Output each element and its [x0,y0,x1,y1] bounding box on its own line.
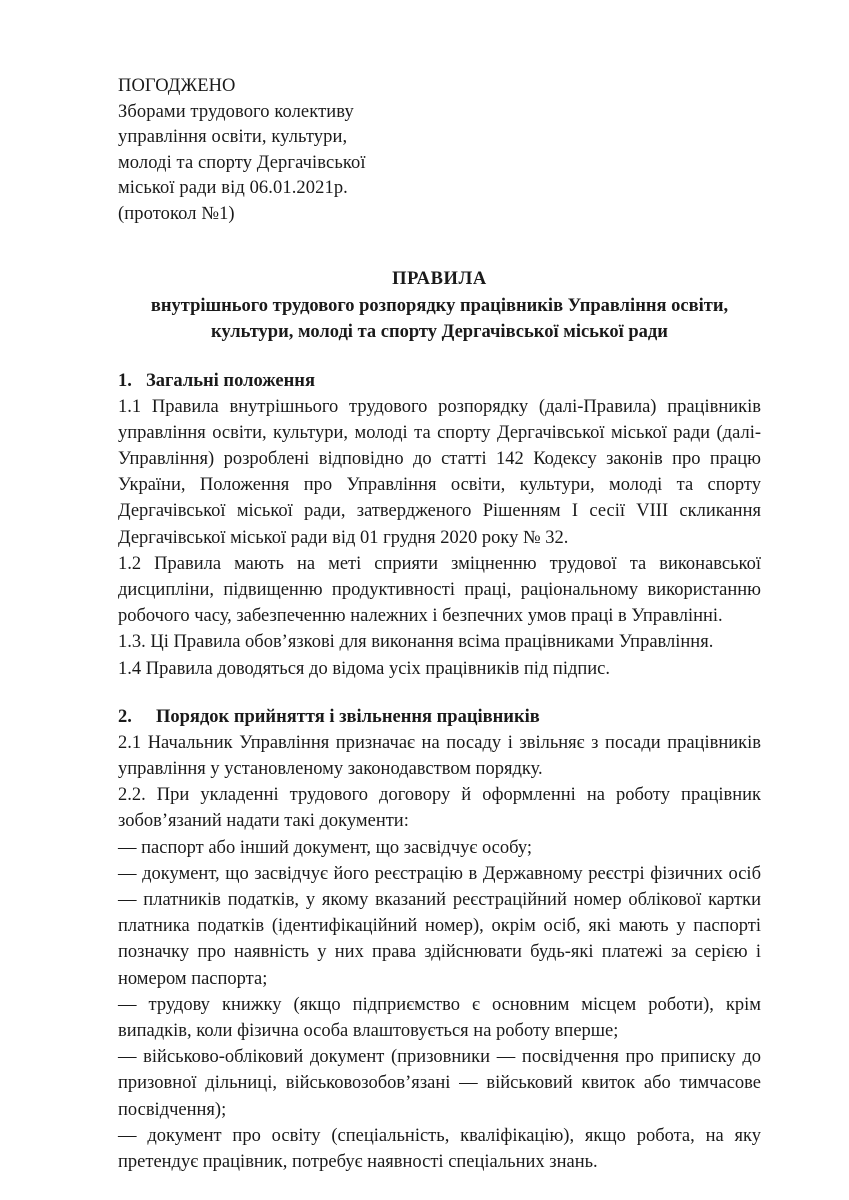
document-list-item-5: — документ про освіту (спеціальність, кваліфікацію), якщо робота, на яку претендує працівник, потребує наявності спеціальних знань. [118,1125,761,1172]
section-heading-1 [118,368,761,394]
paragraph-1-4: 1.4 Правила доводяться до відома усіх працівників під підпис. [118,658,611,679]
section-number-1: 1. [118,370,132,391]
section-title-2: Порядок прийняття і звільнення працівників [156,706,540,727]
section-number-2: 2. [118,706,132,727]
paragraph-2-1: 2.1 Начальник Управління призначає на посаду і звільняє з посади працівників управління у установленому законодавством порядку. [118,732,761,779]
section-heading-2 [118,704,761,730]
document-list-item-1: — паспорт або інший документ, що засвідчує особу; [118,837,532,858]
page-subtitle-line-2: культури, молоді та спорту Дергачівської міської ради [211,322,668,342]
document-list-item-3: — трудову книжку (якщо підприємство є основним місцем роботи), крім випадків, коли фізична особа влаштовується на роботу вперше; [118,994,761,1041]
paragraph-1-2: 1.2 Правила мають на меті сприяти зміцненню трудової та виконавської дисципліни, підвищенню продуктивності праці, раціональному використанню робочого часу, забезпеченню належних і безпечних умов праці в Управлінні. [118,553,761,627]
approval-line-5: міської ради від 06.01.2021р. [118,178,348,198]
section-title-1: Загальні положення [146,370,315,391]
approval-line-2: Зборами трудового колективу [118,101,354,122]
document-content [118,74,761,1175]
document-list-item-4: — військово-обліковий документ (призовники — посвідчення про приписку до призовної дільниці, військовозобов’язані — військовий квиток або тимчасове посвідчення); [118,1047,761,1120]
document-list-item-2: — документ, що засвідчує його реєстрацію в Державному реєстрі фізичних осіб — платників податків, у якому вказаний реєстраційний номер облікової картки платника податків (ідентифікаційний номер), окрім осіб, які мають у паспорті позначку про наявність у них права здійснювати будь-які платежі за серією і номером паспорта; [118,863,761,989]
paragraph-1-3: 1.3. Ці Правила обов’язкові для виконання всіма працівниками Управління. [118,632,714,653]
approval-line-4: молоді та спорту Дергачівської [118,152,366,173]
approval-line-3: управління освіти, культури, [118,127,348,147]
document-title-block [118,266,761,346]
page-subtitle-line-1: внутрішнього трудового розпорядку працівників Управління освіти, [150,295,729,316]
paragraph-2-2: 2.2. При укладенні трудового договору й оформленні на роботу працівник зобов’язаний надати такі документи: [118,785,761,832]
approval-line-6: (протокол №1) [118,203,235,224]
page-title: ПРАВИЛА [392,269,487,289]
approval-block [118,74,761,227]
paragraph-1-1: 1.1 Правила внутрішнього трудового розпорядку (далі-Правила) працівників управління освіти, культури, молоді та спорту Дергачівської міської ради (далі-Управління) розроблені відповідно до статті 142 Кодексу законів про працю України, Положення про Управління освіти, культури, молоді та спорту Дергачівської міської ради, затвердженого Рішенням І сесії VIII скликання Дергачівської міської ради від 01 грудня 2020 року № 32. [118,396,761,548]
approval-line-1: ПОГОДЖЕНО [118,76,236,96]
